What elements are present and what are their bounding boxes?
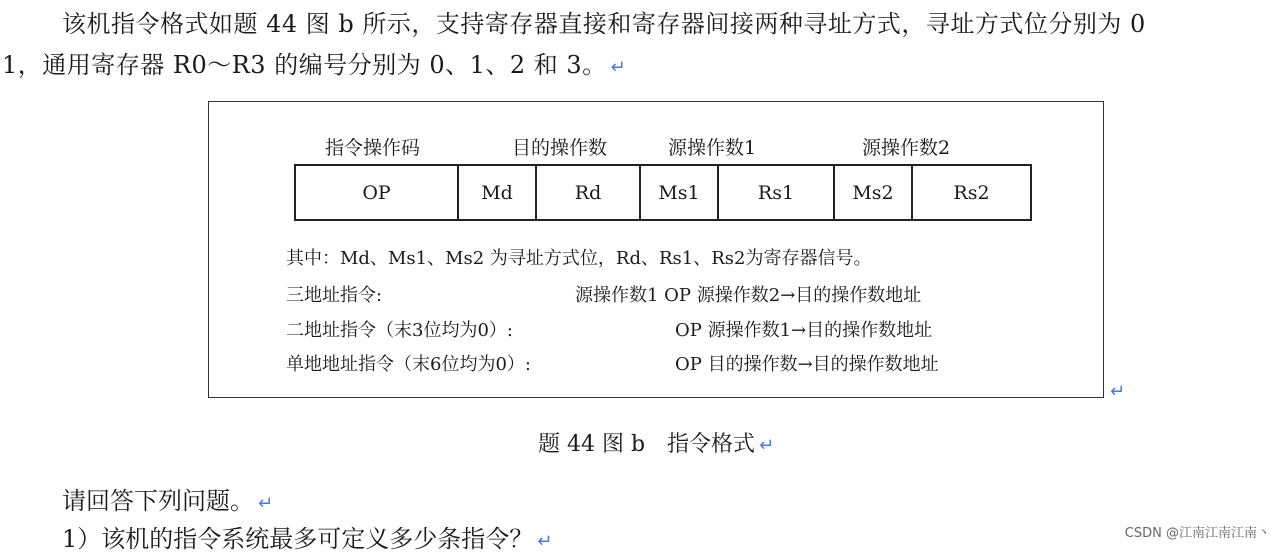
return-mark-icon: ↵ <box>610 57 627 78</box>
one-address-operation: OP 目的操作数→目的操作数地址 <box>675 354 939 375</box>
field-cell-ms2: Ms2 <box>835 166 913 219</box>
field-cell-rs1: Rs1 <box>719 166 835 219</box>
field-cell-md: Md <box>459 166 537 219</box>
field-header-source1: 源操作数1 <box>668 137 757 159</box>
intro-line-1: 该机指令格式如题 44 图 b 所示，支持寄存器直接和寄存器间接两种寻址方式，寻址方式位分别为 0 <box>62 10 1146 38</box>
field-cell-rd: Rd <box>537 166 641 219</box>
intro-line-2: 1，通用寄存器 R0～R3 的编号分别为 0、1、2 和 3。 ↵ <box>2 51 627 79</box>
return-mark-icon: ↵ <box>258 493 274 514</box>
figure-note: 其中：Md、Ms1、Ms2 为寻址方式位，Rd、Rs1、Rs2为寄存器信号。 <box>286 248 872 269</box>
watermark: CSDN @江南江南江南丶 <box>1124 526 1270 541</box>
three-address-label: 三地址指令: <box>286 285 383 306</box>
return-mark-icon: ↵ <box>1110 381 1126 402</box>
return-mark-icon: ↵ <box>759 435 775 456</box>
two-address-operation: OP 源操作数1→目的操作数地址 <box>675 320 933 341</box>
three-address-operation: 源操作数1 OP 源操作数2→目的操作数地址 <box>575 285 922 306</box>
field-cell-ms1: Ms1 <box>641 166 719 219</box>
instruction-format-table <box>294 164 1032 221</box>
question-1: 1）该机的指令系统最多可定义多少条指令？ ↵ <box>62 525 553 553</box>
two-address-label: 二地址指令（末3位均为0）: <box>286 320 513 341</box>
field-cell-op: OP <box>296 166 459 219</box>
one-address-label: 单地地址指令（末6位均为0）: <box>286 354 531 375</box>
field-cell-rs2: Rs2 <box>953 181 990 204</box>
return-mark-icon: ↵ <box>537 531 553 552</box>
questions-intro: 请回答下列问题。 ↵ <box>62 487 274 515</box>
field-header-opcode: 指令操作码 <box>325 137 421 159</box>
field-header-destination: 目的操作数 <box>512 137 608 159</box>
figure-caption: 题 44 图 b 指令格式 ↵ <box>538 432 775 457</box>
field-header-source2: 源操作数2 <box>862 137 951 159</box>
